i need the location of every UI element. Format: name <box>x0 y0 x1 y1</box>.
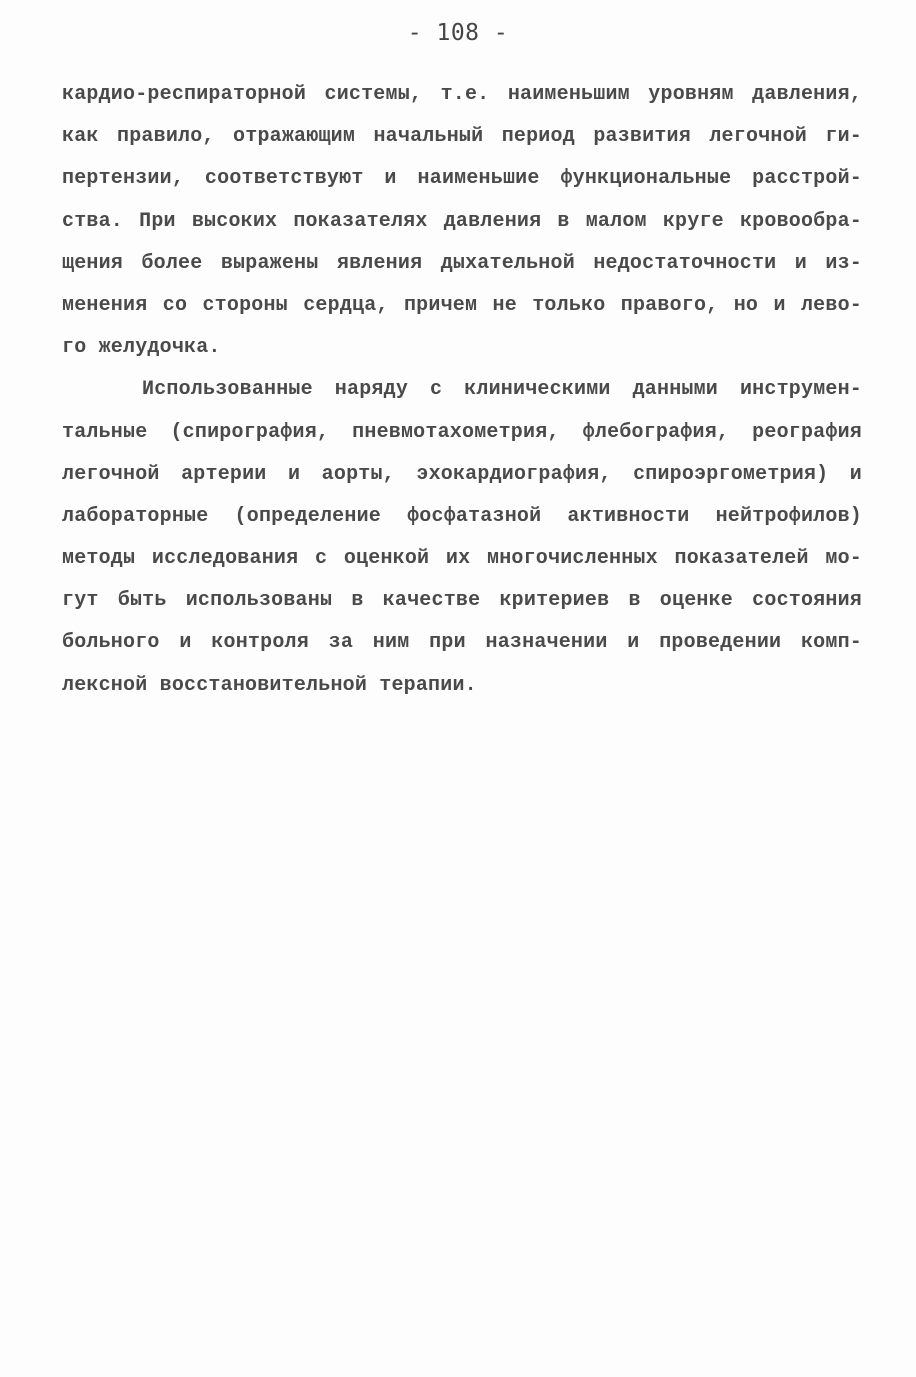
text-line: го желудочка. <box>62 336 221 360</box>
text-line: кардио-респираторной системы, т.е. наименьшим уровням давления, <box>62 83 862 106</box>
text-line: ства. При высоких показателях давления в малом круге кровообра- <box>62 209 862 233</box>
text-line: лабораторные (определение фосфатазной активности нейтрофилов) <box>62 504 862 528</box>
text-line: щения более выражены явления дыхательной недостаточности и из- <box>62 251 862 275</box>
text-line: гут быть использованы в качестве критериев в оценке состояния <box>62 589 862 613</box>
text-line: методы исследования с оценкой их многочисленных показателей мо- <box>62 547 862 571</box>
paragraph-2 <box>62 369 862 707</box>
paragraph-1 <box>62 74 862 369</box>
text-line: пертензии, соответствуют и наименьшие функциональные расстрой- <box>62 167 862 191</box>
text-line: как правило, отражающим начальный период развития легочной ги- <box>62 125 862 149</box>
text-line: лексной восстановительной терапии. <box>62 673 477 697</box>
body-text <box>62 74 862 707</box>
text-line: Использованные наряду с клиническими данными инструмен- <box>142 378 862 402</box>
text-line: легочной артерии и аорты, эхокардиография, спироэргометрия) и <box>62 462 862 486</box>
page-number: - 108 - <box>407 20 509 46</box>
text-line: менения со стороны сердца, причем не только правого, но и лево- <box>62 293 862 317</box>
text-line: больного и контроля за ним при назначении и проведении комп- <box>62 631 862 655</box>
text-line: тальные (спирография, пневмотахометрия, флебография, реография <box>62 420 862 444</box>
